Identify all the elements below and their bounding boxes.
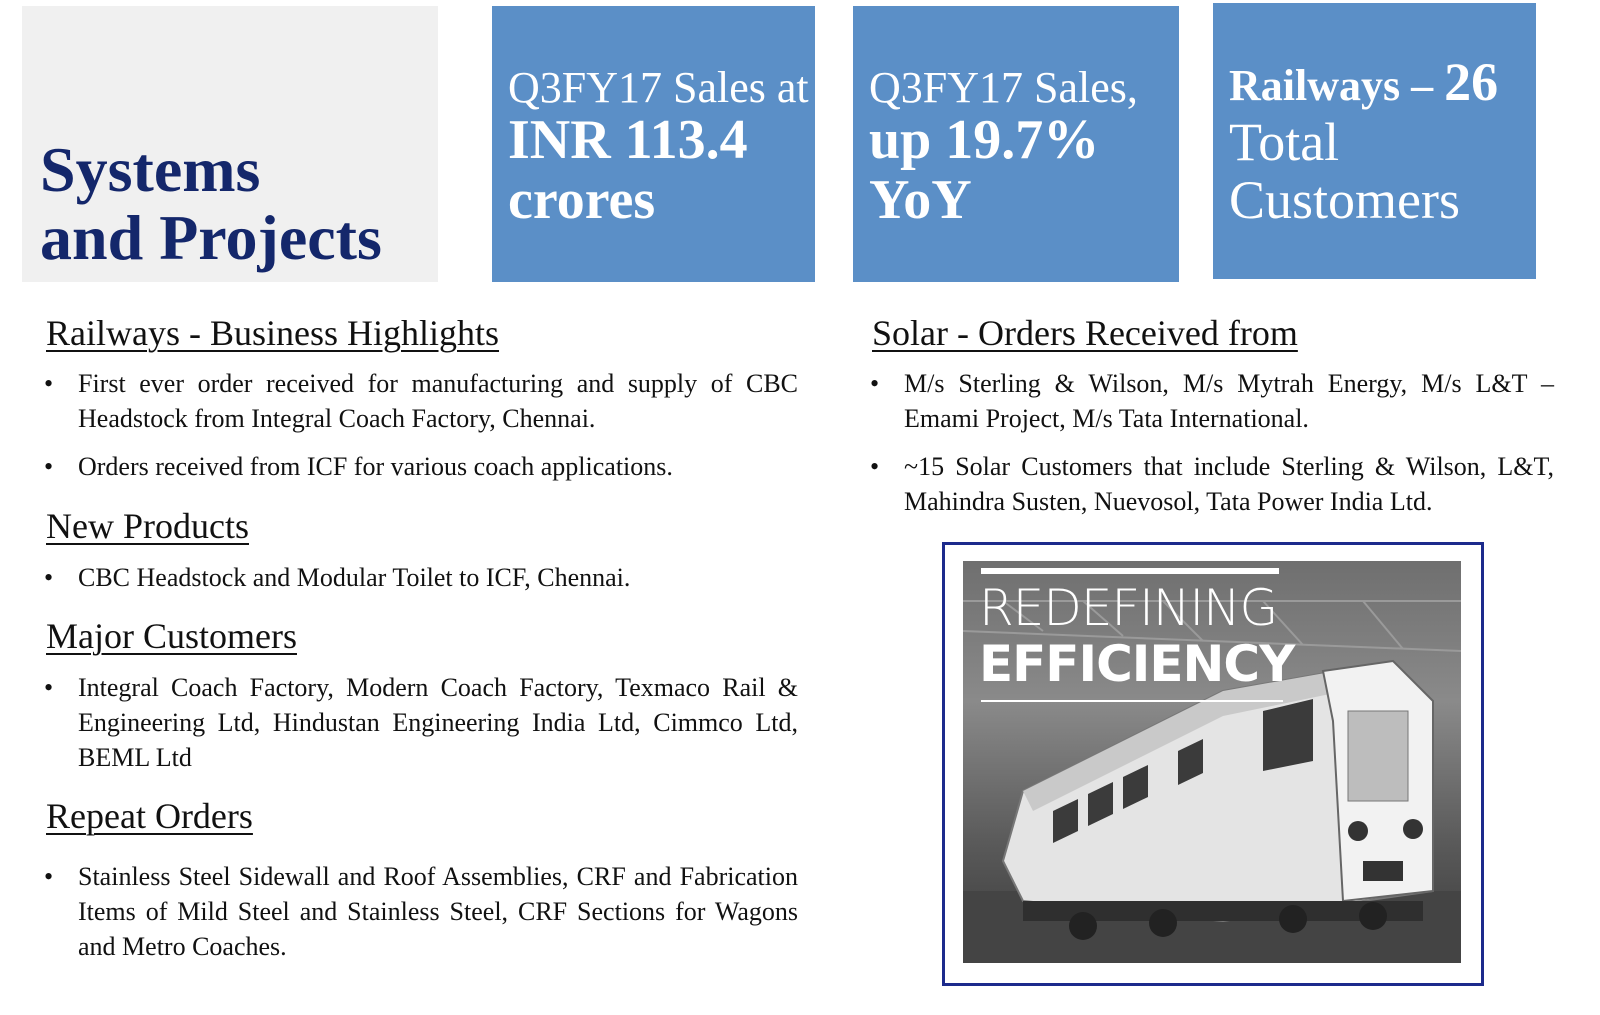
- bullet-text: Stainless Steel Sidewall and Roof Assemblies, CRF and Fabrication Items of Mild Steel and Stainless Steel, CRF Sections for Wagons and Metro Coaches.: [78, 862, 798, 961]
- bullet-text: First ever order received for manufacturing and supply of CBC Headstock from Integral Coach Factory, Chennai.: [78, 369, 798, 433]
- stat-tile-customers: [1213, 3, 1536, 279]
- list-item: [44, 560, 798, 595]
- repeat-orders-heading: Repeat Orders: [46, 796, 253, 836]
- stat-tile-growth: [853, 6, 1179, 282]
- page-title-line-2: and Projects: [40, 202, 382, 273]
- railways-heading: Railways - Business Highlights: [46, 313, 500, 353]
- stat-line-2: Total: [1229, 112, 1340, 172]
- bullet-marker: •: [44, 563, 54, 592]
- bullet-text: Orders received from ICF for various coach applications.: [78, 452, 673, 481]
- list-item: [44, 366, 798, 436]
- stat-unit: YoY: [869, 169, 972, 231]
- list-item: [44, 449, 798, 484]
- bullet-marker: •: [870, 452, 880, 481]
- bullet-marker: •: [870, 369, 880, 398]
- stat-value: 26: [1444, 52, 1499, 112]
- list-item: [44, 670, 798, 775]
- train-photo: [963, 561, 1461, 963]
- page-title-tile: [22, 6, 438, 282]
- stat-label-text: Railways –: [1229, 61, 1445, 110]
- bullet-marker: •: [44, 369, 54, 398]
- page-title-line-1: Systems: [40, 134, 261, 205]
- stat-tile-sales: [492, 6, 815, 282]
- bullet-text: M/s Sterling & Wilson, M/s Mytrah Energy, M/s L&T – Emami Project, M/s Tata International.: [904, 369, 1554, 433]
- bullet-marker: •: [44, 452, 54, 481]
- stat-label: Q3FY17 Sales at: [508, 63, 809, 112]
- image-caption-line-1: REDEFINING: [979, 579, 1278, 637]
- new-products-heading: New Products: [46, 506, 249, 546]
- image-caption-line-2: EFFICIENCY: [979, 635, 1295, 693]
- stat-line-3: Customers: [1229, 170, 1461, 230]
- list-item: [870, 366, 1554, 436]
- major-customers-heading: Major Customers: [46, 616, 297, 656]
- stat-label: Q3FY17 Sales,: [869, 63, 1138, 112]
- list-item: [44, 859, 798, 964]
- stat-unit: crores: [508, 169, 656, 231]
- stat-label: [1229, 52, 1499, 112]
- solar-heading: Solar - Orders Received from: [872, 313, 1298, 353]
- bullet-marker: •: [44, 862, 54, 891]
- bullet-text: CBC Headstock and Modular Toilet to ICF, Chennai.: [78, 563, 631, 592]
- bullet-text: ~15 Solar Customers that include Sterling & Wilson, L&T, Mahindra Susten, Nuevosol, Tata Power India Ltd.: [904, 452, 1554, 516]
- stat-value: up 19.7%: [869, 109, 1100, 171]
- bullet-text: Integral Coach Factory, Modern Coach Factory, Texmaco Rail & Engineering Ltd, Hindustan Engineering India Ltd, Cimmco Ltd, BEML Ltd: [78, 673, 798, 772]
- train-image-frame: [942, 542, 1484, 986]
- stat-value: INR 113.4: [508, 109, 748, 171]
- bullet-marker: •: [44, 673, 54, 702]
- list-item: [870, 449, 1554, 519]
